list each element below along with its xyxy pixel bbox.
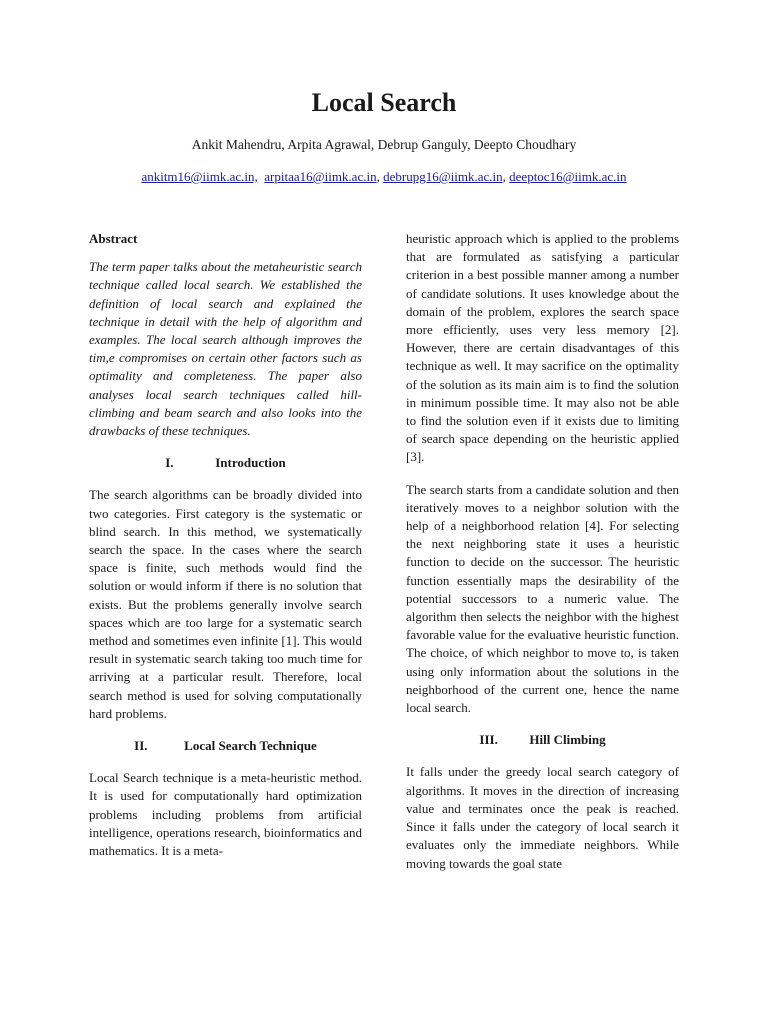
email-link-debrup[interactable]: debrupg16@iimk.ac.in — [383, 169, 503, 184]
section-heading-local-search-technique — [89, 737, 362, 755]
technique-paragraph-continued: heuristic approach which is applied to the problems that are formulated as satisfying a particular criterion in a best possible manner among a number of candidate solutions. It uses knowledge about the domain of the problem, explores the search space more efficiently, uses very less memory [2]. However, there are certain disadvantages of this technique as well. It may sacrifice on the optimality of the solution as its main aim is to find the solution in minimum possible time. It may also not be able to find the solution even if it exists due to limiting of search space depending on the heuristic applied [3]. — [406, 231, 679, 465]
email-link-arpita[interactable]: arpitaa16@iimk.ac.in — [264, 169, 377, 184]
email-link-deepto[interactable]: deeptoc16@iimk.ac.in — [509, 169, 627, 184]
section-heading-hill-climbing — [406, 731, 679, 749]
author-list: Ankit Mahendru, Arpita Agrawal, Debrup Ganguly, Deepto Choudhary — [191, 137, 577, 152]
section-number: I. — [165, 455, 174, 471]
email-separator: , — [376, 169, 384, 184]
left-column — [89, 230, 362, 872]
technique-paragraph-2: The search starts from a candidate solution and then iteratively moves to a neighbor solution with the help of a neighborhood relation [4]. For selecting the next neighboring state it uses a heuristic function to decide on the successor. The heuristic function essentially maps the desirability of the potential successors to a numeric value. The algorithm then selects the neighbor with the highest favorable value for the evaluative heuristic function. The choice, of which neighbor to move to, is taken using only information about the solutions in the neighborhood of the current one, hence the name local search. — [406, 481, 679, 716]
paper-title: Local Search — [311, 88, 457, 117]
abstract-heading: Abstract — [89, 231, 138, 246]
hill-climbing-paragraph: It falls under the greedy local search category of algorithms. It moves in the direction of increasing value and terminates once the peak is reached. Since it falls under the category of local search it evaluates only the immediate neighbors. While moving towards the goal state — [406, 764, 679, 871]
section-title: Introduction — [215, 455, 286, 471]
email-link-ankit[interactable]: ankitm16@iimk.ac.in, — [141, 169, 258, 184]
introduction-paragraph: The search algorithms can be broadly divided into two categories. First category is the systematic or blind search. In this method, we systematically search the space. In the cases where the search space is finite, such methods would find the solution or would inform if there is no solution that exists. But the problems generally involve search spaces which are too large for a systematic search method and sometimes even infinite [1]. This would result in systematic search taking too much time for arriving at a particular result. Therefore, local search method is used for solving computationally hard problems. — [89, 487, 362, 721]
abstract-text: The term paper talks about the metaheuristic search technique called local search. We established the definition of local search and explained the technique in detail with the help of algorithm and examples. The local search although improves the tim,e compromises on certain other factors such as optimality and completeness. The paper also analyses local search techniques called hill-climbing and beam search and also looks into the drawbacks of these techniques. — [89, 259, 362, 439]
technique-paragraph: Local Search technique is a meta-heuristic method. It is used for computationally hard optimization problems including problems from artificial intelligence, operations research, bioinformatics and mathematics. It is a meta- — [89, 770, 362, 859]
right-column — [406, 230, 679, 885]
email-list — [0, 169, 768, 185]
email-separator: , — [502, 169, 510, 184]
section-number: III. — [479, 732, 498, 748]
section-title: Hill Climbing — [529, 732, 606, 748]
section-heading-introduction — [89, 454, 362, 472]
section-number: II. — [134, 738, 148, 754]
section-title: Local Search Technique — [184, 738, 317, 754]
